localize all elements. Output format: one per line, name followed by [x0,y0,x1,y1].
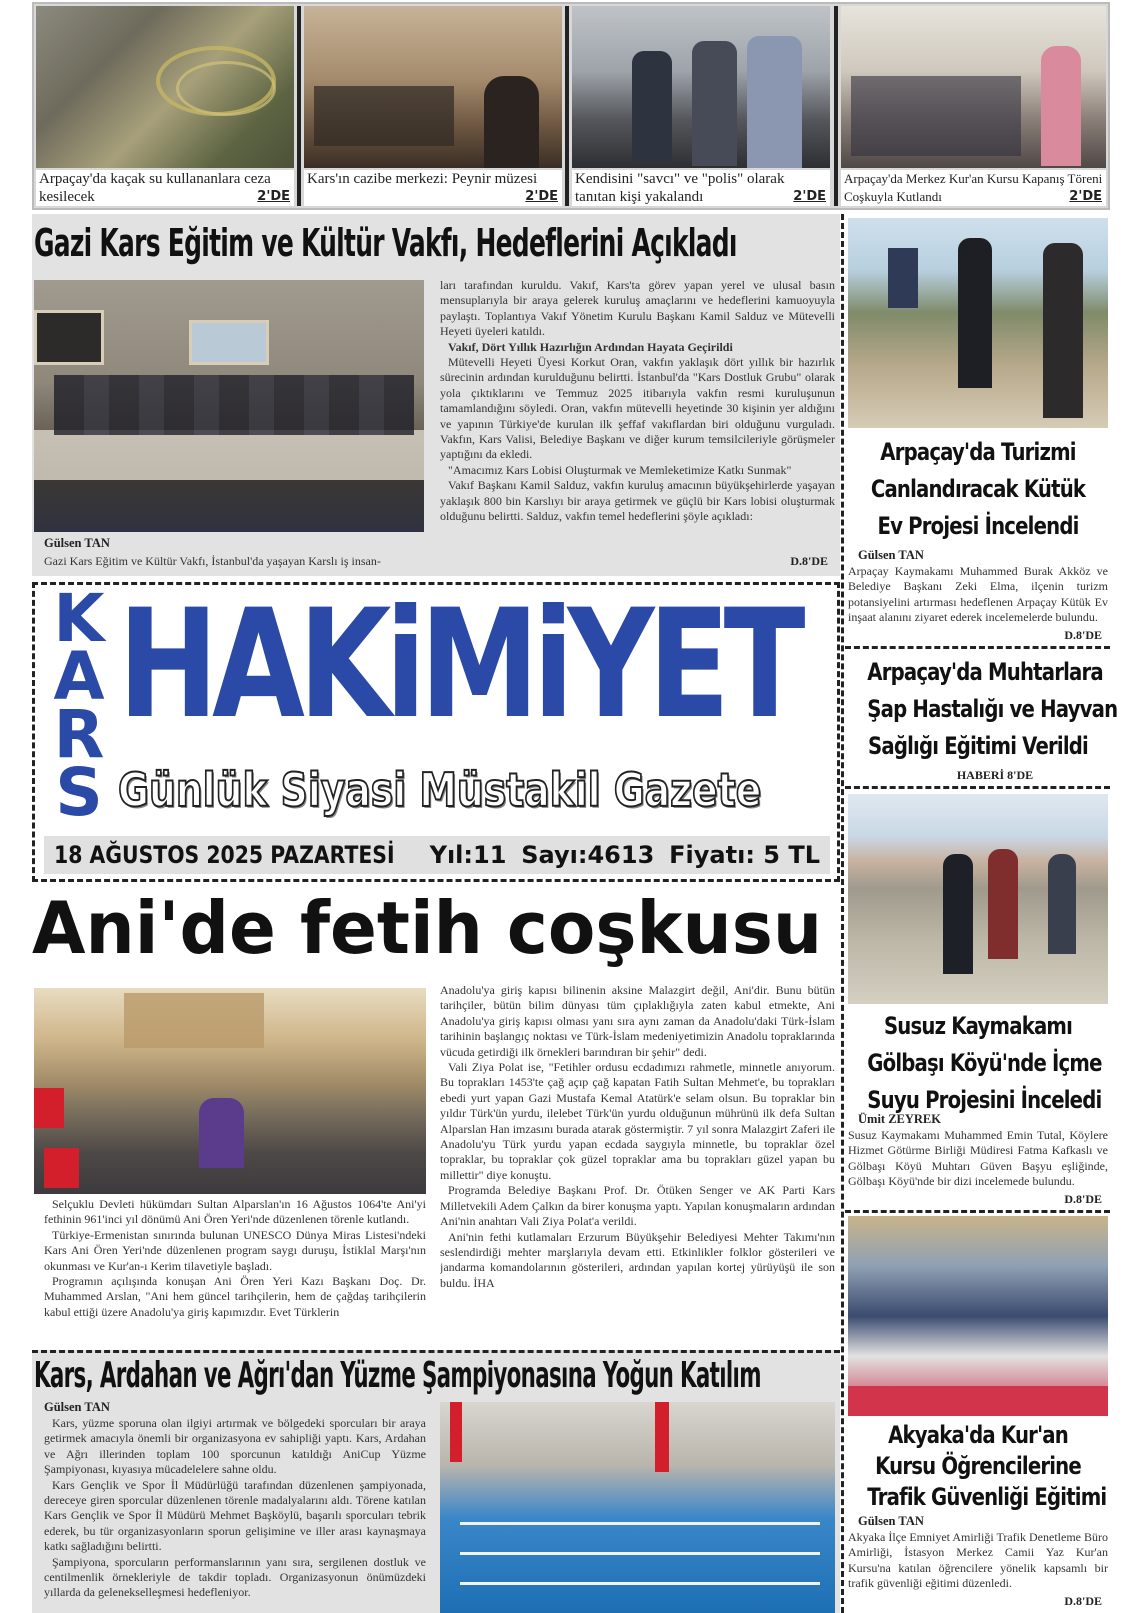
issue-price: Fiyatı: 5 TL [669,841,820,869]
masthead-side-letter: S [55,754,103,831]
ani-right-body [440,983,835,1345]
kutuk-byline: Gülsen TAN [858,548,924,562]
top-story-caption: Kars'ın cazibe merkezi: Peynir müzesi [307,171,538,187]
headline-line: Susuz Kaymakamı [883,1012,1073,1040]
divider [834,6,838,206]
paragraph: Selçuklu Devleti hükümdarı Sultan Alparslan'ın 16 Ağustos 1064'te Ani'yi fethinin 961'inci yıl dönümü Ani Ören Yeri'nde düzenlenen törenle kutlandı. [44,1197,426,1227]
masthead-side [44,580,114,831]
photo-arrest [572,6,830,168]
headline-line: Kursu Öğrencilerine [875,1452,1081,1480]
page-ref: 2'DE [1069,189,1102,204]
yuzme-byline: Gülsen TAN [44,1400,110,1414]
susuz-text: Susuz Kaymakamı Muhammed Emin Tutal, Köylere Hizmet Götürme Birliği Müdiresi Fatma Kafkaslı ve Gölbaşı Köyü Muhtarı Güven Başyu eşliğinde, Gölbaşı Köyü'nde bir dizi incelemede bulundu. [848,1128,1108,1189]
vakif-body [440,278,835,568]
page-ref: 2'DE [525,189,558,204]
photo-ani-march [34,988,426,1194]
page-ref: 2'DE [257,189,290,204]
susuz-byline: Ümit ZEYREK [858,1112,941,1126]
divider [845,646,1110,649]
headline-line: Şap Hastalığı ve Hayvan [867,695,1118,723]
top-story-2[interactable] [304,170,562,206]
ani-left-body [44,1197,426,1345]
paragraph: Anadolu'ya giriş kapısı bilinenin aksine Malazgirt değil, Ani'dir. Bunu bütün tarihçiler, bütün bilim dünyası tüm çıplaklığıyla zaten kabul etmekte, Ani Anadolu'ya giriş kapısı olması yanı sıra aynı zaman da Anadolu'daki Türk-İslam tarihinin başlangıç noktası ve Türk-İslam medeniyetimizin Anadolu topraklarında vücuda getirdiği ilk örnekleri barındıran bir şehir" dedi. [440,983,835,1059]
sap-ref[interactable]: HABERİ 8'DE [956,768,1034,782]
headline-line: Gölbaşı Köyü'nde İçme [867,1049,1102,1077]
agency-credit: İHA [473,1275,495,1290]
masthead-info-bar [44,836,830,874]
akyaka-ref[interactable]: D.8'DE [1040,1594,1102,1609]
top-story-caption: Arpaçay'da kaçak su kullananlara ceza kesilecek [39,171,271,205]
vakif-continued-ref[interactable]: D.8'DE [760,554,828,569]
vakif-left-text: Gazi Kars Eğitim ve Kültür Vakfı, İstanbul'da yaşayan Karslı iş insan- [44,554,381,568]
photo-akyaka-students [848,1216,1108,1416]
photo-vakif-meeting [34,280,424,532]
paragraph: Programın açılışında konuşan Ani Ören Yeri Kazı Başkanı Doç. Dr. Muhammed Arslan, "Ani hem güncel tarihçilerin, hem de çağdaş tarihçilerin kabul ettiği üzere Anadolu'ya giriş kapımızdır. Evet Türklerin [44,1274,426,1319]
headline-line: Akyaka'da Kur'an [888,1421,1068,1449]
headline-line: Sağlığı Eğitimi Verildi [868,732,1088,760]
page-ref: 2'DE [793,189,826,204]
susuz-ref[interactable]: D.8'DE [1064,1192,1102,1206]
issue-year: Yıl:11 [429,841,507,869]
photo-water-hoses [36,6,294,168]
paragraph: ları tarafından kuruldu. Vakıf, Kars'ta görev yapan yerel ve ulusal basın mensuplarıyla bir araya gelerek kuruluş amaçlarını ve hedeflerini kamuoyuyla paylaştı. Toplantıya Vakıf Yönetim Kurulu Başkanı Kamil Salduz ve Mütevelli Heyeti üyeleri katıldı. [440,278,835,339]
paragraph-text: Ani'nin fethi kutlamaları Erzurum Büyükşehir Belediyesi Mehter Takımı'nın seslendirdiği mehter marşlarıyla devam etti. Etkinlikler folklor gösterileri ve jandarma komandolarının gösterileri, ardından yapılan kortej yürüyüşü ile son buldu. [440,1229,835,1290]
paragraph: Mütevelli Heyeti Üyesi Korkut Oran, vakfın yaklaşık dört yıllık bir hazırlık sürecinin ardından kurulduğunu belirtti. İstanbul'da "Kars Dostluk Grubu" olarak yola çıktıklarını ve Temmuz 2025 itibarıyla vakfın resmi kuruluşunun tamamlandığını söyledi. Oran, vakfın mütevelli heyetinde 30 kişinin yer aldığını ve yapının Türkiye'de kurulan ilk şeffaf vakıflardan biri olduğunu vurguladı. Vakfın, Kars Valisi, Belediye Başkanı ve diğer kurum temsilcileriyle görüşmeler yaptığını da ekledi. [440,355,835,462]
issue-date: 18 AĞUSTOS 2025 PAZARTESİ [54,841,395,869]
kutuk-headline[interactable] [843,434,1113,545]
masthead-title: HAKiMiYET [118,578,800,752]
masthead-subtitle: Günlük Siyasi Müstakil Gazete [118,763,762,817]
divider [845,786,1110,789]
paragraph: Türkiye-Ermenistan sınırında bulunan UNESCO Dünya Miras Listesi'ndeki Kars Ani Ören Yeri'nde düzenlenen program saygı duruşu, İstiklal Marşı'nın okunması ve Kur'an-ı Kerim tilavetiyle başladı. [44,1227,426,1273]
photo-kutuk-ev [848,218,1108,428]
top-story-caption: Arpaçay'da Merkez Kur'an Kursu Kapanış Töreni Coşkuyla Kutlandı [844,171,1103,204]
paragraph [440,1230,835,1292]
kutuk-ref[interactable]: D.8'DE [1064,628,1102,642]
sap-headline[interactable] [843,654,1118,765]
photo-cheese-museum [304,6,562,168]
paragraph: Programda Belediye Başkanı Prof. Dr. Ötüken Senger ve AK Parti Kars Milletvekili Adem Çalkın da birer konuşma yaptı. Yapılan konuşmaların ardından Ani'nin anahtarı Vali Ziya Polat'a verildi. [440,1183,835,1229]
issue-number: Sayı:4613 [521,841,655,869]
headline-line: Ev Projesi İncelendi [877,512,1079,540]
masthead-side-letter: K [53,580,105,657]
ani-headline[interactable]: Ani'de fetih coşkusu [32,886,823,970]
headline-line: Arpaçay'da Muhtarlara [867,658,1103,686]
yuzme-headline[interactable]: Kars, Ardahan ve Ağrı'dan Yüzme Şampiyonasına Yoğun Katılım [34,1355,761,1396]
susuz-headline[interactable] [843,1008,1113,1119]
divider [565,6,569,206]
headline-line: Trafik Güvenliği Eğitimi [867,1483,1107,1511]
paragraph: Kars Gençlik ve Spor İl Müdürlüğü tarafından düzenlenen şampiyonada, dereceye giren sporcular düzenlenen törenle madalyalarını aldı. Törene katılan Kars Gençlik ve Spor İl Müdürü Mehmet Başköylü, başarılı sporcuları tebrik ederek, bu tür organizasyonların sporun gelişimine ve iller arası kaynaşmaya katkı sağladığını belirtti. [44,1477,426,1554]
headline-line: Canlandıracak Kütük [870,475,1086,503]
divider [845,1210,1110,1213]
masthead-side-letter: R [53,696,105,773]
top-story-4[interactable] [841,170,1106,206]
paragraph: Şampiyona, sporcuların performanslarının yanı sıra, sergilenen dostluk ve centilmenlik örnekleriyle de takdir topladı. Organizasyonun önümüzdeki yıllarda da gelenekselleşmesi hedefleniyor. [44,1554,426,1600]
kutuk-text: Arpaçay Kaymakamı Muhammed Burak Akköz ve Belediye Başkanı Zeki Elma, ilçenin turizm potansiyelini artırması hedeflenen Arpaçay Kütük Ev inşaat alanını ziyaret ederek incelemelerde bulundu. [848,564,1108,625]
paragraph: "Amacımız Kars Lobisi Oluşturmak ve Memleketimize Katkı Sunmak" [448,462,792,477]
paragraph: Vali Ziya Polat ise, "Fetihler ordusu ecdadımızı rahmetle, minnetle anıyorum. Bu toprakları 1453'te çağ açıp çağ kapatan Fatih Sultan Mehmet'e, bu toprakları ebedi yurt yapan Gazi Mustafa Kemal Atatürk'e selam olsun. Bu topraklar bin yıldır Türk'ün yurdu, ilelebet Türk'ün yurdu olduğunun mührünü ilk defa Sultan Alparslan Han imzasını burada atarak göstermiştir. 7 yıl sonra Malazgirt Zaferi ile Anadolu'yu Türk yurdu yapan ecdada saygıyla minnetle, bu topraklar özel topraklar, bu topraklar çok güzel topraklar ama bu toprakları güzel yapan bu millettir" diye konuştu. [440,1060,835,1182]
paragraph: Kars, yüzme sporuna olan ilgiyi artırmak ve bölgedeki sporcuları bir araya getirmek amacıyla önemli bir organizasyona ev sahipliği yaptı. Kars, Ardahan ve Ağrı illerinden toplam 100 sporcunun katıldığı AniCup Yüzme Şampiyonası, kıyasıya mücadelelere sahne oldu. [44,1416,426,1477]
headline-line: Arpaçay'da Turizmi [880,438,1076,466]
photo-quran-ceremony [841,6,1106,168]
photo-swimming [440,1402,835,1613]
top-story-3[interactable] [572,170,830,206]
column-divider [841,214,844,1613]
subheading: Vakıf, Dört Yıllık Hazırlığın Ardından Hayata Geçirildi [448,339,733,354]
vakif-byline: Gülsen TAN [44,536,110,550]
top-story-caption: Kendisini "savcı" ve "polis" olarak tanıtan kişi yakalandı [575,171,785,205]
photo-susuz-village [848,794,1108,1004]
yuzme-body [44,1416,426,1611]
akyaka-text: Akyaka İlçe Emniyet Amirliği Trafik Denetleme Büro Amirliği, İstasyon Merkez Camii Yaz Kur'an Kursu'na katılan öğrencilere yönelik kapsamlı bir trafik güvenliği eğitimi düzenledi. [848,1530,1108,1591]
top-story-1[interactable] [36,170,294,206]
headline-line: Suyu Projesini İnceledi [867,1086,1102,1114]
akyaka-headline[interactable] [843,1420,1113,1513]
paragraph: Vakıf Başkanı Kamil Salduz, vakfın kuruluş amacının büyükşehirlerde yaşayan yaklaşık 800 bin Karslıyı bir araya getirmek ve güçlü bir Kars lobisi oluşturmak olduğunu belirtti. Salduz, vakfın temel hedeflerini şöyle açıkladı: [440,478,835,524]
vakif-headline[interactable]: Gazi Kars Eğitim ve Kültür Vakfı, Hedeflerini Açıkladı [34,221,737,265]
divider [297,6,301,206]
masthead-side-letter: A [53,638,105,715]
akyaka-byline: Gülsen TAN [858,1514,924,1528]
